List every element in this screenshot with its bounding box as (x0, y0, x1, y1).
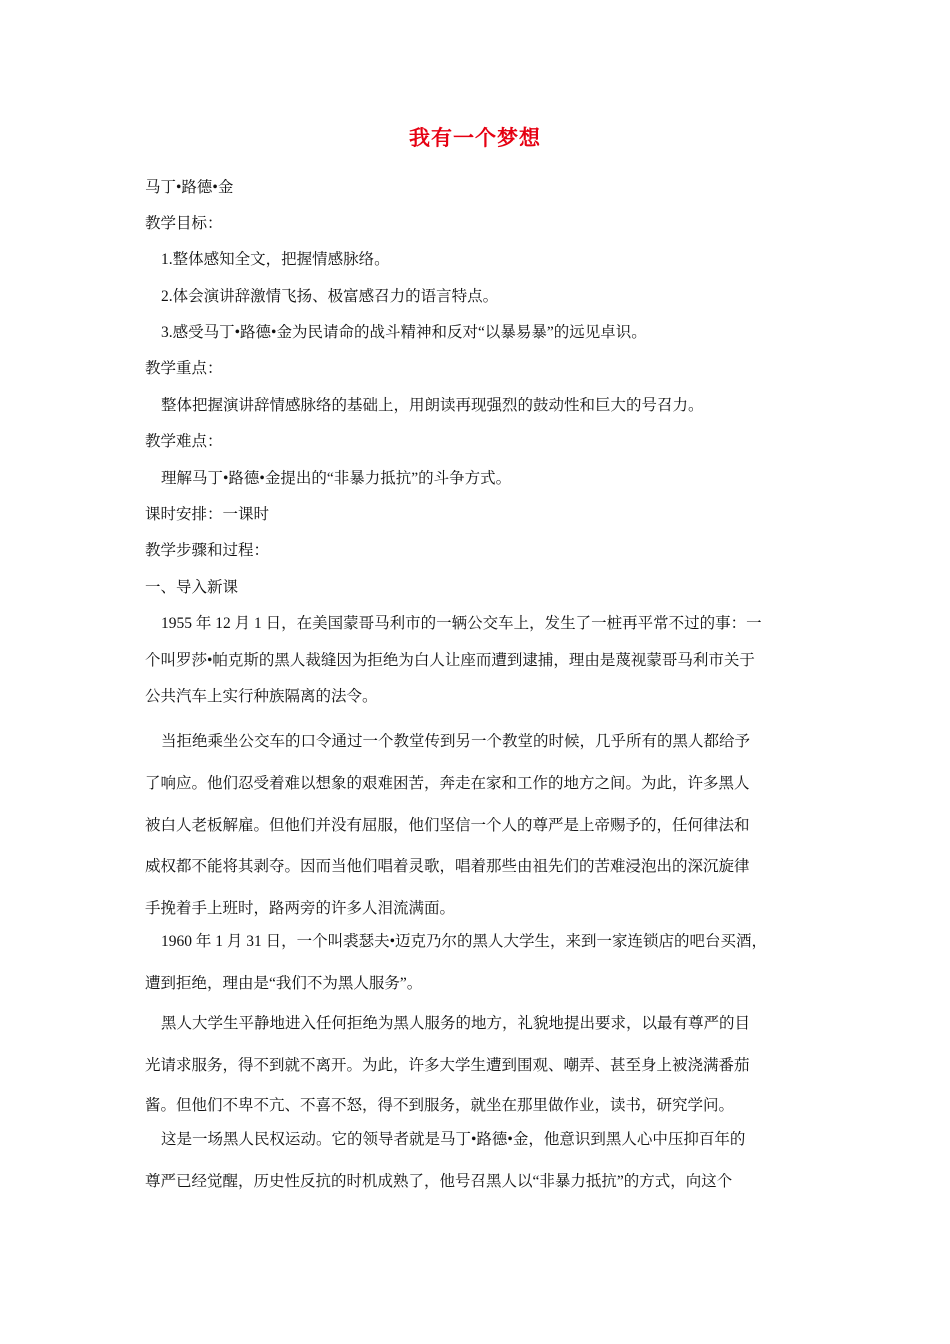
paragraph-4-line-1 (145, 1014, 810, 1034)
schedule-line: 课时安排：一课时 (145, 506, 270, 523)
objective-item-2: 2.体会演讲辞激情飞扬、极富感召力的语言特点。 (161, 288, 499, 305)
objectives-heading: 教学目标： (145, 215, 223, 232)
paragraph-text: 1955 年 12 月 1 日，在美国蒙哥马利市的一辆公交车上，发生了一桩再平常不过的事：一 (161, 615, 762, 632)
section-heading: 一、导入新课 (145, 579, 239, 596)
steps-heading: 教学步骤和过程： (145, 542, 270, 559)
objective-item-1: 1.整体感知全文，把握情感脉络。 (161, 251, 390, 268)
author-line: 马丁•路德•金 (145, 179, 234, 196)
paragraph-2-line-2: 了响应。他们忍受着难以想象的艰难困苦，奔走在家和工作的地方之间。为此，许多黑人 (145, 775, 750, 792)
paragraph-2-line-3: 被白人老板解雇。但他们并没有屈服，他们坚信一个人的尊严是上帝赐予的，任何律法和 (145, 817, 750, 834)
key-point-text: 整体把握演讲辞情感脉络的基础上，用朗读再现强烈的鼓动性和巨大的号召力。 (161, 397, 704, 414)
paragraph-1-line-2: 个叫罗莎•帕克斯的黑人裁缝因为拒绝为白人让座而遭到逮捕，理由是蔑视蒙哥马利市关于 (145, 652, 755, 669)
paragraph-1-line-3: 公共汽车上实行种族隔离的法令。 (145, 688, 378, 705)
page-title: 我有一个梦想 (409, 126, 541, 150)
paragraph-3-line-1 (145, 932, 810, 952)
paragraph-4-line-2: 光请求服务，得不到就不离开。为此，许多大学生遭到围观、嘲弄、甚至身上被浇满番茄 (145, 1057, 750, 1074)
paragraph-text: 这是一场黑人民权运动。它的领导者就是马丁•路德•金，他意识到黑人心中压抑百年的 (161, 1131, 746, 1148)
paragraph-2-line-4: 威权都不能将其剥夺。因而当他们唱着灵歌，唱着那些由祖先们的苦难浸泡出的深沉旋律 (145, 858, 750, 875)
paragraph-2-line-1 (145, 732, 810, 752)
key-point-heading: 教学重点： (145, 360, 223, 377)
paragraph-3-line-2: 遭到拒绝，理由是“我们不为黑人服务”。 (145, 975, 423, 992)
difficulty-text: 理解马丁•路德•金提出的“非暴力抵抗”的斗争方式。 (161, 470, 512, 487)
paragraph-5-line-1 (145, 1130, 810, 1150)
paragraph-5-line-2: 尊严已经觉醒，历史性反抗的时机成熟了，他号召黑人以“非暴力抵抗”的方式，向这个 (145, 1173, 733, 1190)
paragraph-text: 1960 年 1 月 31 日，一个叫裘瑟夫•迈克乃尔的黑人大学生，来到一家连锁店的吧台买酒， (161, 933, 768, 950)
paragraph-4-line-3: 酱。但他们不卑不亢、不喜不怒，得不到服务，就坐在那里做作业，读书，研究学问。 (145, 1097, 735, 1114)
objective-item-3: 3.感受马丁•路德•金为民请命的战斗精神和反对“以暴易暴”的远见卓识。 (161, 324, 647, 341)
difficulty-heading: 教学难点： (145, 433, 223, 450)
paragraph-text: 当拒绝乘坐公交车的口令通过一个教堂传到另一个教堂的时候，几乎所有的黑人都给予 (161, 733, 751, 750)
paragraph-text: 黑人大学生平静地进入任何拒绝为黑人服务的地方，礼貌地提出要求，以最有尊严的目 (161, 1015, 751, 1032)
paragraph-2-line-5: 手挽着手上班时，路两旁的许多人泪流满面。 (145, 900, 456, 917)
paragraph-1-line-1 (145, 614, 810, 634)
